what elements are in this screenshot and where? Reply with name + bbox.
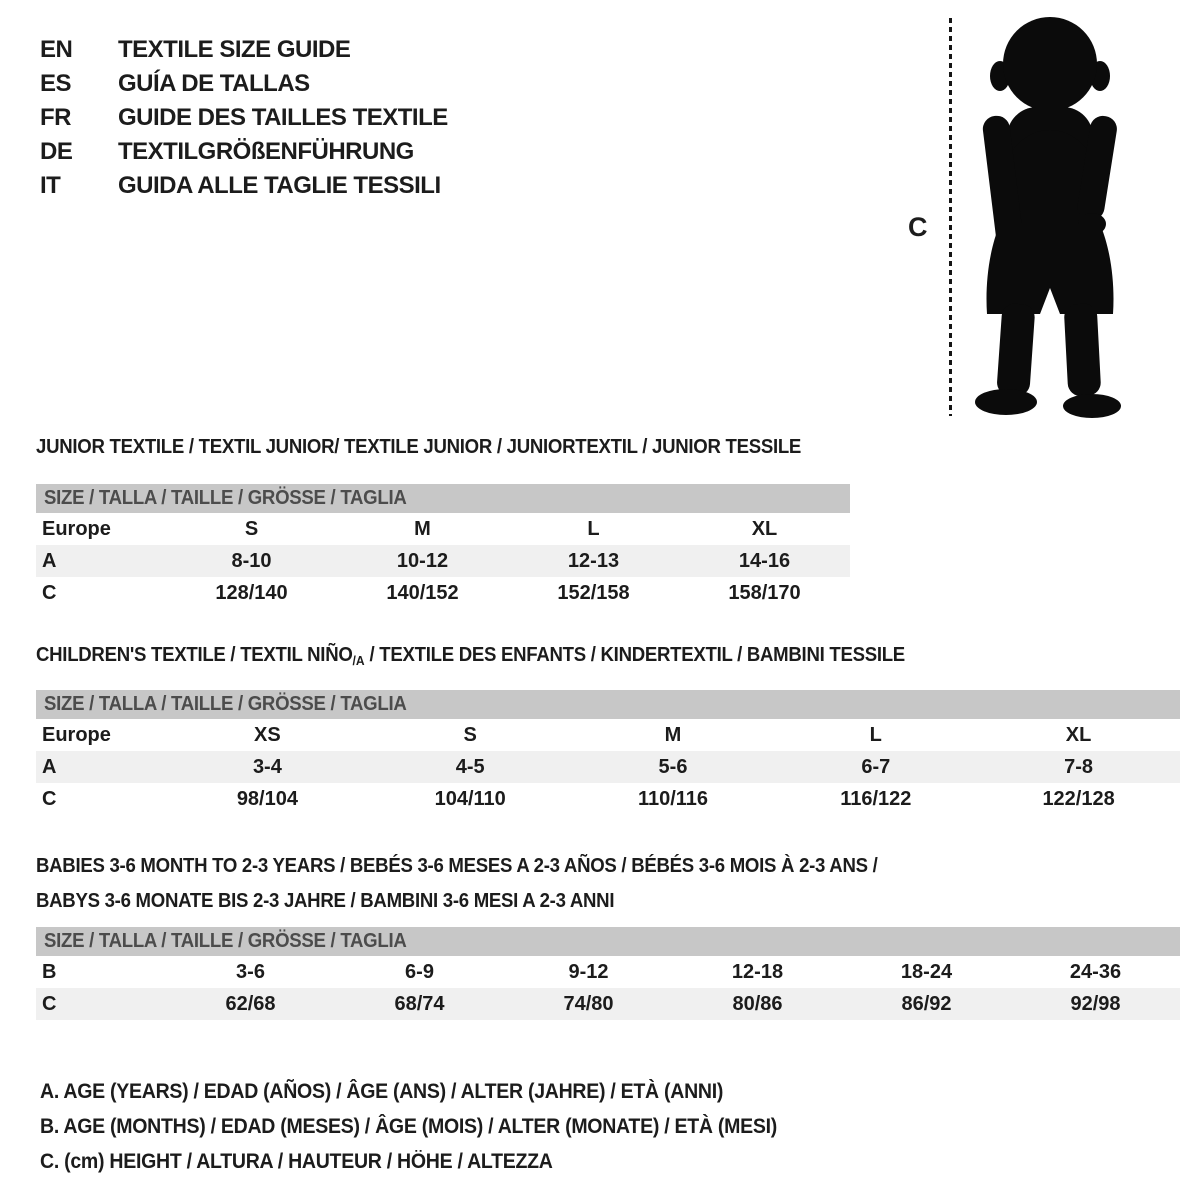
cell: 3-4 bbox=[252, 755, 282, 778]
lang-code: FR bbox=[40, 104, 71, 131]
cell: XL bbox=[751, 517, 778, 540]
cell: 158/170 bbox=[728, 581, 801, 604]
row-label: B bbox=[42, 960, 57, 983]
lang-row-it bbox=[40, 169, 448, 203]
babies-size-header-bar bbox=[36, 927, 1180, 956]
lang-code: EN bbox=[40, 36, 73, 63]
lang-code: DE bbox=[40, 138, 73, 165]
cell: 9-12 bbox=[568, 960, 609, 983]
cell: 12-18 bbox=[731, 960, 784, 983]
babies-title-line2: BABYS 3-6 MONATE BIS 2-3 JAHRE / BAMBINI 3-6 MESI A 2-3 ANNI bbox=[36, 890, 615, 912]
table-row-height-cm bbox=[36, 988, 1180, 1020]
row-label: C bbox=[42, 787, 57, 810]
cell: 98/104 bbox=[236, 787, 298, 810]
cell: 86/92 bbox=[901, 992, 952, 1015]
junior-size-header-bar bbox=[36, 484, 850, 513]
lang-code: IT bbox=[40, 172, 61, 199]
cell: S bbox=[244, 517, 259, 540]
height-measure-dashed-line bbox=[949, 18, 952, 416]
table-row-age-years bbox=[36, 545, 850, 577]
table-row-europe bbox=[36, 719, 1180, 751]
children-section-title bbox=[36, 644, 970, 668]
cell: 12-13 bbox=[567, 549, 620, 572]
cell: 122/128 bbox=[1042, 787, 1115, 810]
lang-row-fr bbox=[40, 101, 448, 135]
title-subscript: /A bbox=[352, 653, 365, 668]
cell: 10-12 bbox=[396, 549, 449, 572]
legend-age-months bbox=[40, 1109, 832, 1144]
legend-text: B. AGE (MONTHS) / EDAD (MESES) / ÂGE (MOIS) / ALTER (MONATE) / ETÀ (MESI) bbox=[40, 1115, 777, 1138]
cell: L bbox=[587, 517, 600, 540]
guide-title-de: TEXTILGRÖßENFÜHRUNG bbox=[118, 138, 414, 165]
lang-row-de bbox=[40, 135, 448, 169]
legend-age-years bbox=[40, 1074, 832, 1109]
language-title-list bbox=[40, 33, 448, 203]
cell: 3-6 bbox=[236, 960, 265, 983]
guide-title-it: GUIDA ALLE TAGLIE TESSILI bbox=[118, 172, 441, 199]
table-row-height-cm bbox=[36, 783, 1180, 815]
lang-code: ES bbox=[40, 70, 72, 97]
cell: 68/74 bbox=[394, 992, 445, 1015]
cell: XL bbox=[1065, 723, 1092, 746]
size-header-label: SIZE / TALLA / TAILLE / GRÖSSE / TAGLIA bbox=[44, 930, 407, 952]
row-label: C bbox=[42, 992, 57, 1015]
cell: XS bbox=[254, 723, 281, 746]
junior-section-title-text: JUNIOR TEXTILE / TEXTIL JUNIOR/ TEXTILE JUNIOR / JUNIORTEXTIL / JUNIOR TESSILE bbox=[36, 436, 802, 458]
table-row-height-cm bbox=[36, 577, 850, 609]
children-size-table bbox=[36, 690, 1180, 815]
size-header-label: SIZE / TALLA / TAILLE / GRÖSSE / TAGLIA bbox=[44, 693, 407, 715]
children-size-header-bar bbox=[36, 690, 1180, 719]
cell: 110/116 bbox=[637, 787, 709, 810]
babies-size-table bbox=[36, 927, 1180, 1020]
cell: M bbox=[664, 723, 682, 746]
measure-legend bbox=[40, 1074, 832, 1179]
legend-text: A. AGE (YEARS) / EDAD (AÑOS) / ÂGE (ANS) / ALTER (JAHRE) / ETÀ (ANNI) bbox=[40, 1080, 724, 1103]
babies-section-title bbox=[36, 849, 941, 919]
cell: 74/80 bbox=[563, 992, 614, 1015]
cell: 80/86 bbox=[732, 992, 783, 1015]
title-part: CHILDREN'S TEXTILE / TEXTIL NIÑO bbox=[36, 644, 353, 666]
cell: 152/158 bbox=[557, 581, 630, 604]
table-row-age-years bbox=[36, 751, 1180, 783]
size-header-label: SIZE / TALLA / TAILLE / GRÖSSE / TAGLIA bbox=[44, 487, 407, 509]
height-measure-label: C bbox=[908, 212, 928, 242]
cell: M bbox=[414, 517, 431, 540]
cell: 24-36 bbox=[1069, 960, 1122, 983]
row-label: Europe bbox=[42, 723, 111, 746]
cell: S bbox=[463, 723, 477, 746]
cell: 104/110 bbox=[434, 787, 506, 810]
cell: 92/98 bbox=[1070, 992, 1121, 1015]
row-label: A bbox=[42, 549, 57, 572]
cell: L bbox=[869, 723, 882, 746]
cell: 116/122 bbox=[840, 787, 912, 810]
row-label: Europe bbox=[42, 517, 111, 540]
table-row-europe bbox=[36, 513, 850, 545]
row-label: C bbox=[42, 581, 57, 604]
children-section-title-text bbox=[36, 644, 905, 668]
legend-height-cm bbox=[40, 1144, 832, 1179]
cell: 7-8 bbox=[1064, 755, 1094, 778]
cell: 62/68 bbox=[225, 992, 276, 1015]
guide-title-fr: GUIDE DES TAILLES TEXTILE bbox=[118, 104, 448, 131]
toddler-silhouette-icon bbox=[962, 12, 1138, 420]
legend-text: C. (cm) HEIGHT / ALTURA / HAUTEUR / HÖHE / ALTEZZA bbox=[40, 1150, 553, 1173]
cell: 6-7 bbox=[861, 755, 891, 778]
lang-row-es bbox=[40, 67, 448, 101]
lang-row-en bbox=[40, 33, 448, 67]
cell: 6-9 bbox=[405, 960, 434, 983]
babies-title-line1: BABIES 3-6 MONTH TO 2-3 YEARS / BEBÉS 3-6 MESES A 2-3 AÑOS / BÉBÉS 3-6 MOIS À 2-3 ANS / bbox=[36, 855, 878, 877]
cell: 5-6 bbox=[658, 755, 688, 778]
guide-title-es: GUÍA DE TALLAS bbox=[118, 70, 310, 97]
cell: 4-5 bbox=[455, 755, 485, 778]
cell: 140/152 bbox=[386, 581, 459, 604]
table-row-age-months bbox=[36, 956, 1180, 988]
junior-section-title bbox=[36, 436, 859, 459]
guide-title-en: TEXTILE SIZE GUIDE bbox=[118, 36, 351, 63]
cell: 128/140 bbox=[215, 581, 288, 604]
junior-size-table bbox=[36, 484, 850, 609]
title-part: / TEXTILE DES ENFANTS / KINDERTEXTIL / BAMBINI TESSILE bbox=[364, 644, 905, 666]
row-label: A bbox=[42, 755, 57, 778]
cell: 18-24 bbox=[900, 960, 953, 983]
cell: 14-16 bbox=[738, 549, 791, 572]
cell: 8-10 bbox=[231, 549, 272, 572]
